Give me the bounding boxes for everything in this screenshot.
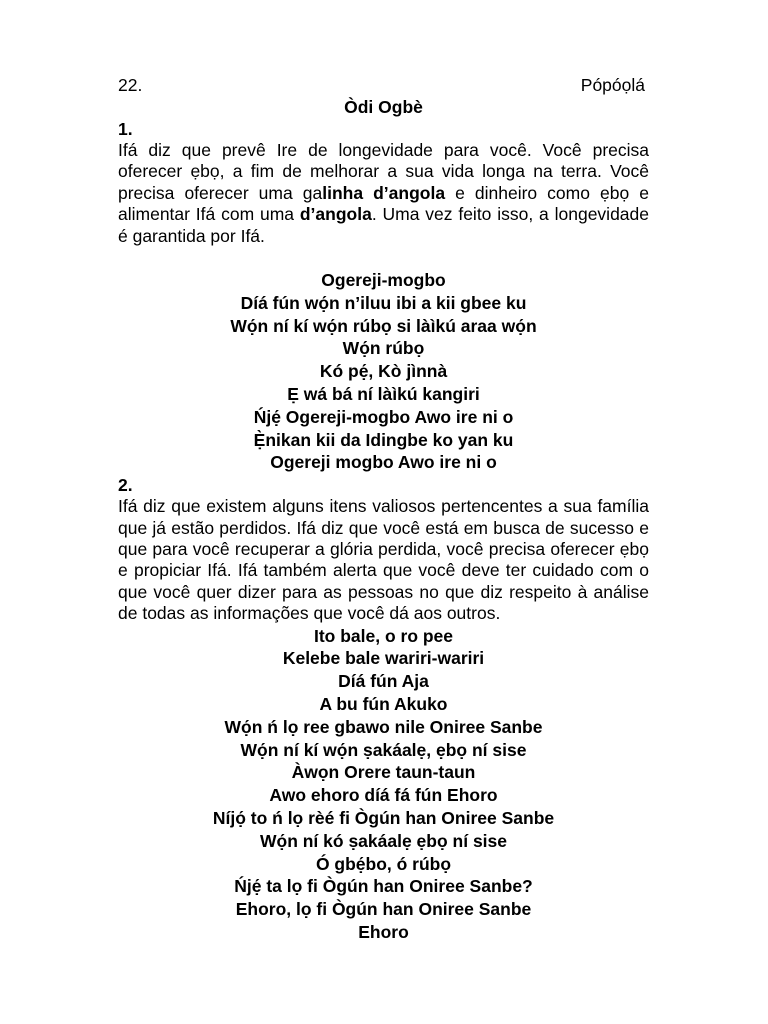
- section-2-verses: [118, 625, 649, 944]
- verse-line: Ó gbẹ́bo, ó rúbọ: [315, 853, 452, 874]
- verse-line: Ehoro, lọ fi Ògún han Oniree Sanbe: [235, 899, 532, 920]
- section-2-number: 2.: [118, 475, 133, 496]
- verse-line: Ẹ wá bá ní làìkú kangiri: [287, 384, 480, 405]
- section-2-paragraph: Ifá diz que existem alguns itens valiosos pertencentes a sua família que já estão perdidos. Ifá diz que você está em busca de sucesso e que para você recuperar a glória perdida, você precisa oferecer ẹbọ e propiciar Ifá. Ifá também alerta que você deve ter cuidado com o que você quer dizer para as pessoas no que diz respeito à análise de todas as informações que você dá aos outros.: [118, 496, 649, 624]
- section-1-bold-term-1: linha d’angola: [322, 182, 446, 203]
- verse-line: Níjọ́ to ń lọ rèé fi Ògún han Oniree Sanbe: [212, 808, 555, 829]
- verse-line: Awo ehoro díá fá fún Ehoro: [269, 785, 498, 806]
- verse-line: Ito bale, o ro pee: [313, 625, 454, 646]
- page-number: 22.: [118, 75, 143, 95]
- section-1-number: 1.: [118, 119, 133, 139]
- verse-line: Díá fún wọ́n n’iluu ibi a kii gbee ku: [240, 292, 527, 313]
- verse-line: Díá fún Aja: [338, 671, 429, 692]
- spacer: [118, 247, 649, 269]
- verse-line: Ehoro: [358, 922, 409, 942]
- page-header: [118, 74, 649, 96]
- section-1-verses: [118, 269, 649, 474]
- verse-line: Wọ́n rúbọ: [342, 338, 425, 359]
- verse-line: Wọ́n ń lọ ree gbawo nile Oniree Sanbe: [224, 716, 543, 737]
- verse-line: Ńjẹ́ ta lọ fi Ògún han Oniree Sanbe?: [234, 876, 533, 897]
- verse-line: Ogereji mogbo Awo ire ni o: [270, 452, 497, 473]
- section-1-text-part-2: e dinheiro como ẹbọ e alimentar Ifá com uma: [118, 182, 649, 225]
- document-page: [118, 74, 649, 944]
- section-1-text-part-3: . Uma vez feito isso, a longevidade é garantida por Ifá.: [118, 204, 650, 246]
- verse-line: Wọ́n ní kí wọ́n ṣakáalẹ, ẹbọ ní sise: [240, 739, 527, 760]
- section-1-paragraph: [118, 140, 649, 247]
- verse-line: A bu fún Akuko: [319, 694, 448, 715]
- section-1-bold-term-2: d’angola: [299, 204, 372, 225]
- verse-line: Wọ́n ní kó ṣakáalẹ ẹbọ ní sise: [259, 830, 508, 851]
- verse-line: Wọ́n ní kí wọ́n rúbọ si làìkú araa wọ́n: [230, 315, 537, 336]
- verse-line: Ogereji-mogbo: [321, 270, 446, 291]
- chapter-title: Òdi Ogbè: [344, 97, 423, 117]
- verse-line: Àwọn Orere taun-taun: [291, 762, 476, 783]
- verse-line: Kelebe bale wariri-wariri: [282, 648, 485, 669]
- verse-line: Ńjẹ́ Ogereji-mogbo Awo ire ni o: [253, 406, 514, 427]
- verse-line: Kó pẹ́, Kò jìnnà: [319, 361, 448, 382]
- section-1-text-part-1: Ifá diz que prevê Ire de longevidade para você. Você precisa oferecer ẹbọ, a fim de melhorar a sua vida longa na terra. Você precisa oferecer uma ga: [118, 140, 649, 203]
- verse-line: Ẹ̀nikan kii da Idingbe ko yan ku: [253, 429, 514, 450]
- author-name: Pópóọlá: [580, 75, 645, 95]
